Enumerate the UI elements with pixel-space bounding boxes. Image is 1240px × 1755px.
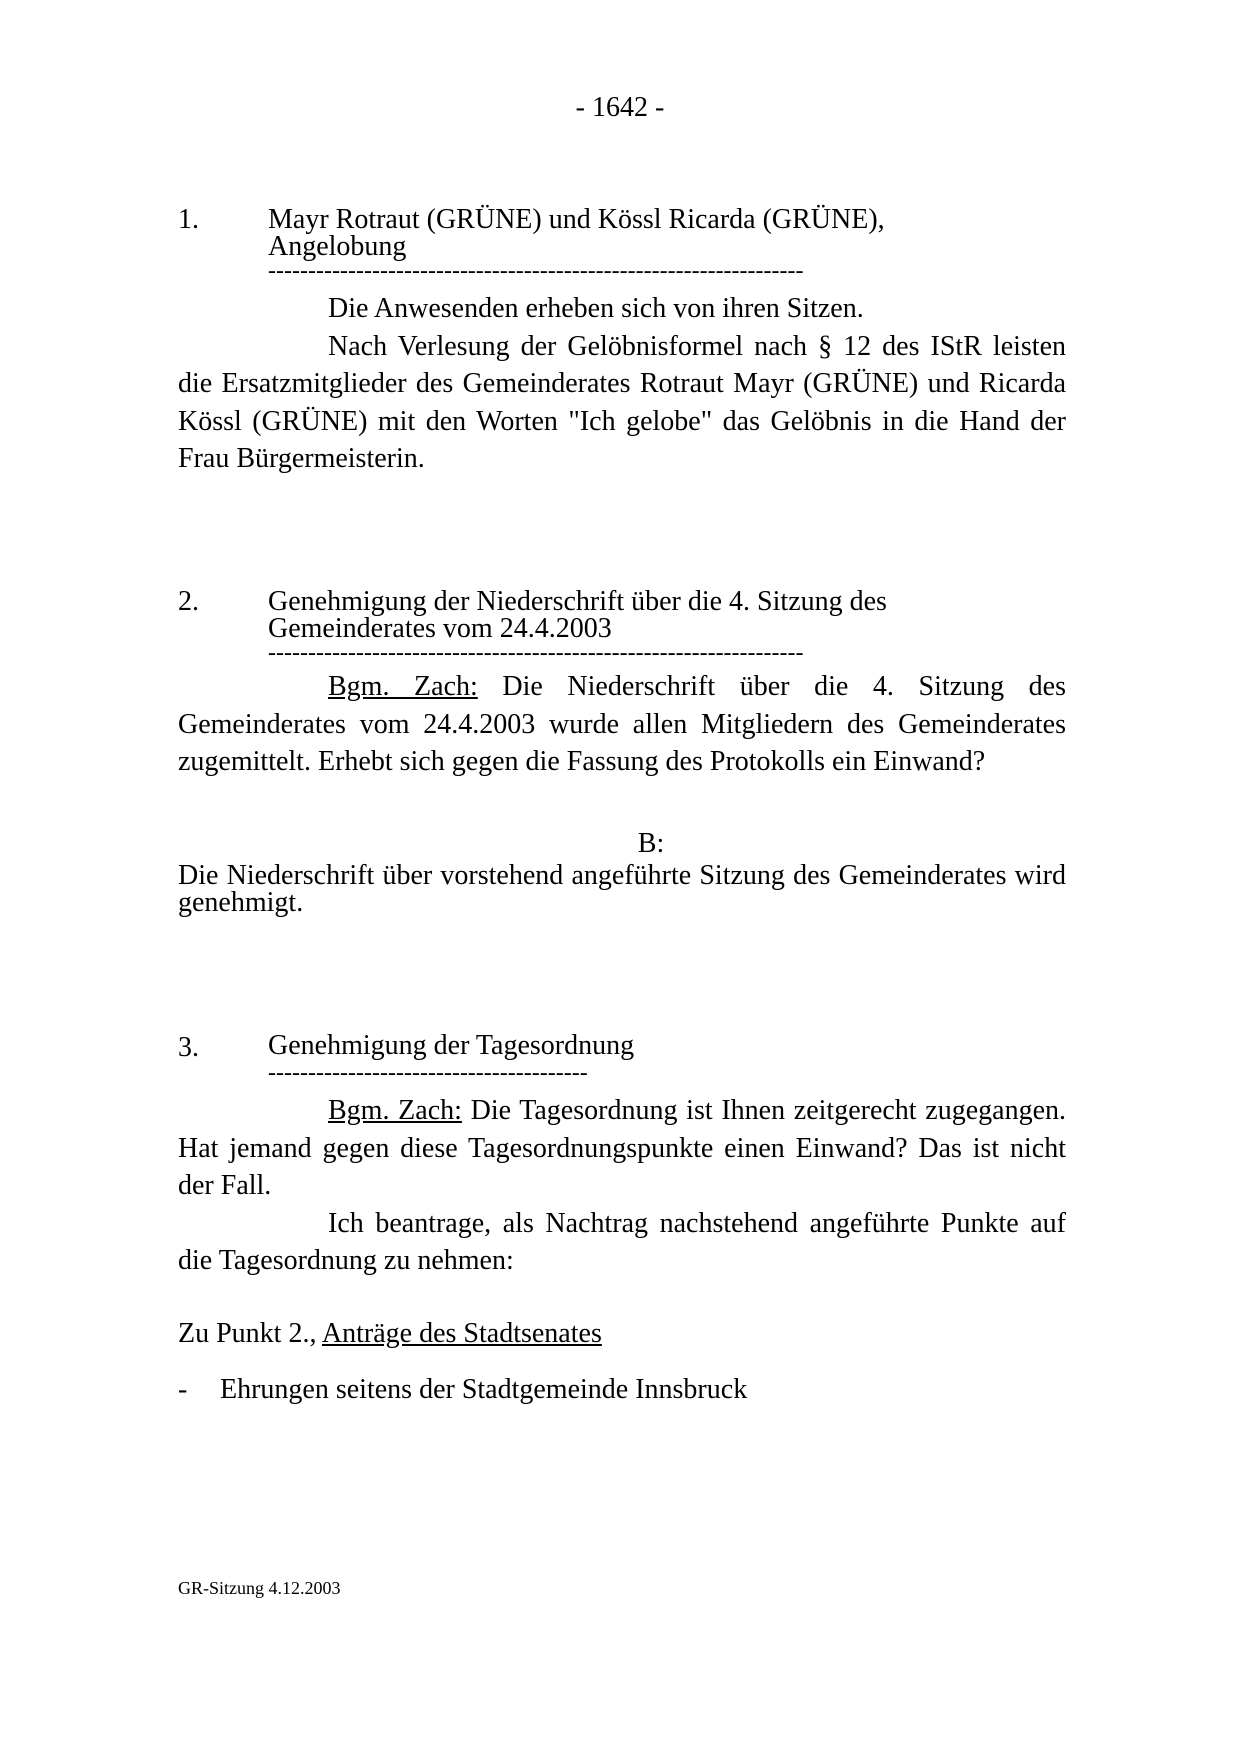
section-2-body <box>178 668 1066 781</box>
list-item-text: Ehrungen seitens der Stadtgemeinde Innsbruck <box>220 1374 748 1405</box>
section-1-body <box>178 290 1066 478</box>
section-2-heading-line-1: Genehmigung der Niederschrift über die 4. Sitzung des <box>268 586 887 617</box>
section-2-heading <box>268 588 887 642</box>
zu-punkt-line <box>178 1318 602 1350</box>
section-3-body <box>178 1092 1066 1280</box>
page-number: - 1642 - <box>575 92 665 123</box>
section-3-number: 3. <box>178 1032 199 1063</box>
section-1-paragraph-1: Die Anwesenden erheben sich von ihren Sitzen. <box>328 293 864 324</box>
section-1-heading <box>268 206 885 260</box>
section-2-number: 2. <box>178 586 199 617</box>
section-2-heading-line-2: Gemeinderates vom 24.4.2003 <box>268 613 612 644</box>
section-3-rule: ---------------------------------------- <box>268 1060 588 1086</box>
section-1-number: 1. <box>178 204 199 235</box>
speaker-label: Bgm. Zach: <box>328 671 478 702</box>
zu-punkt-prefix: Zu Punkt 2., <box>178 1318 322 1349</box>
section-3-paragraph-2: Ich beantrage, als Nachtrag nachstehend angeführte Punkte auf die Tagesordnung zu nehmen: <box>178 1207 1066 1276</box>
resolution-label: B: <box>637 828 665 859</box>
resolution-text: Die Niederschrift über vorstehend angeführte Sitzung des Gemeinderates wird genehmigt. <box>178 860 1066 918</box>
list-item <box>178 1374 747 1406</box>
section-1-heading-line-1: Mayr Rotraut (GRÜNE) und Kössl Ricarda (GRÜNE), <box>268 204 885 235</box>
footer: GR-Sitzung 4.12.2003 <box>178 1578 341 1598</box>
list-bullet: - <box>178 1374 188 1405</box>
section-1-heading-line-2: Angelobung <box>268 231 407 262</box>
section-3-heading: Genehmigung der Tagesordnung <box>268 1030 635 1061</box>
section-1-rule: ------------------------------------------------------------------- <box>268 258 804 284</box>
section-2-rule: ------------------------------------------------------------------- <box>268 640 804 666</box>
section-3-paragraph-1-text: Die Tagesordnung ist Ihnen zeitgerecht zugegangen. Hat jemand gegen diese Tagesordnungspunkte einen Einwand? Das ist nicht der Fall. <box>178 1095 1066 1201</box>
section-2-paragraph-1 <box>178 668 1066 781</box>
section-2-paragraph-1-text: Die Niederschrift über die 4. Sitzung des Gemeinderates vom 24.4.2003 wurde allen Mitgliedern des Gemeinderates zugemittelt. Erhebt sich gegen die Fassung des Protokolls ein Einwand? <box>178 671 1066 777</box>
zu-punkt-title: Anträge des Stadtsenates <box>321 1318 602 1349</box>
speaker-label: Bgm. Zach: <box>328 1095 462 1126</box>
section-3-paragraph-1 <box>178 1092 1066 1205</box>
section-1-paragraph-2: Nach Verlesung der Gelöbnisformel nach § 12 des IStR leisten die Ersatzmitglieder des Gemeinderates Rotraut Mayr (GRÜNE) und Ricarda Kössl (GRÜNE) mit den Worten "Ich gelobe" das Gelöbnis in die Hand der Frau Bürgermeisterin. <box>178 330 1066 474</box>
